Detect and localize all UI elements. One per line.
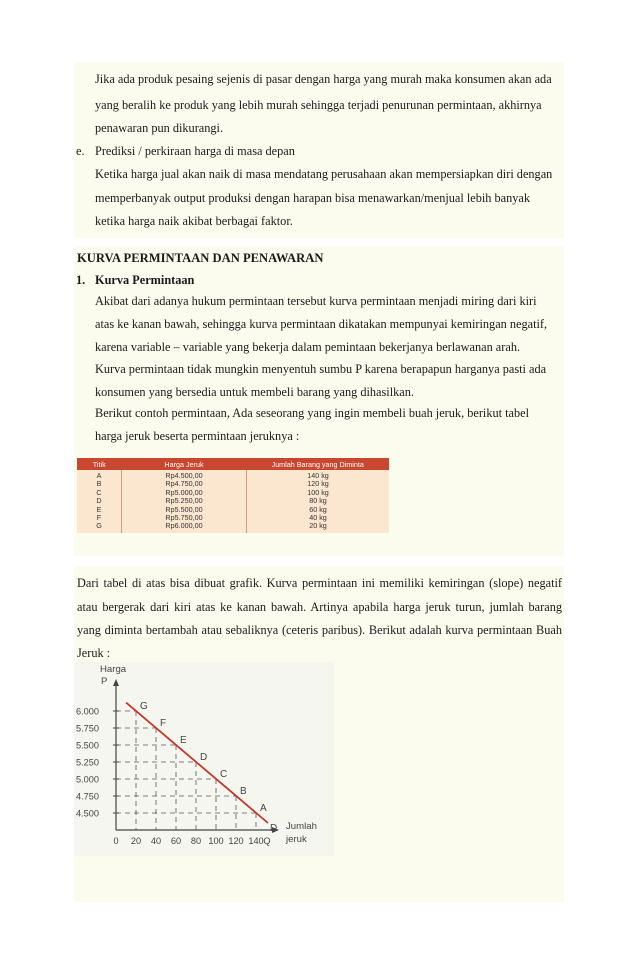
table-cell: Rp4.500,00	[122, 470, 247, 480]
y-tick-label: 5.000	[76, 774, 99, 785]
paragraph-line: penawaran pun dikurangi.	[95, 121, 224, 135]
table-header: Titik	[77, 458, 122, 470]
point-label: C	[220, 769, 228, 780]
paragraph-line: Jeruk :	[77, 646, 111, 660]
y-tick-label: 4.750	[76, 791, 99, 802]
table-cell: 40 kg	[247, 514, 390, 522]
x-tick-label: 0	[113, 836, 119, 846]
x-tick-label: 40	[150, 836, 162, 846]
table-row	[77, 522, 389, 532]
table-cell: Rp5.250,00	[122, 497, 247, 505]
table-cell: E	[77, 506, 122, 514]
list-item-title: Prediksi / perkiraan harga di masa depan	[95, 144, 295, 158]
paragraph-line: konsumen yang bersedia untuk membeli barang yang dihasilkan.	[95, 385, 414, 399]
x-axis-letter: Q	[263, 836, 271, 846]
table-cell: G	[77, 522, 122, 532]
list-marker: 1.	[76, 273, 86, 287]
y-axis-letter: P	[101, 676, 108, 687]
y-tick-label: 5.750	[76, 723, 99, 734]
table-row	[77, 480, 389, 488]
curve-end-label: D	[270, 823, 278, 834]
x-tick-label: 100	[208, 836, 224, 846]
x-tick-label: 20	[130, 836, 142, 846]
x-tick-label: 60	[170, 836, 182, 846]
table-row	[77, 489, 389, 497]
x-tick-label: 140	[248, 836, 264, 846]
table-cell: B	[77, 480, 122, 488]
table-cell: Rp4.750,00	[122, 480, 247, 488]
y-tick-label: 5.500	[76, 740, 99, 751]
subsection-title: Kurva Permintaan	[95, 273, 195, 287]
paragraph-line: Dari tabel di atas bisa dibuat grafik. Kurva permintaan ini memiliki kemiringan (slope) negatif	[77, 576, 562, 590]
paragraph-line: Jika ada produk pesaing sejenis di pasar dengan harga yang murah maka konsumen akan ada	[95, 72, 552, 86]
point-label: E	[180, 735, 187, 746]
paragraph-line: harga jeruk beserta permintaan jeruknya :	[95, 429, 300, 443]
table-row	[77, 506, 389, 514]
table-row	[77, 514, 389, 522]
list-marker: e.	[76, 144, 85, 158]
table-cell: A	[77, 470, 122, 480]
section-heading: KURVA PERMINTAAN DAN PENAWARAN	[77, 251, 324, 265]
paragraph-line: karena variable – variable yang bekerja dalam pemintaan bekerjanya berlawanan arah.	[95, 340, 521, 354]
x-axis-title: Jumlah	[286, 821, 317, 832]
demand-curve-chart	[74, 662, 334, 856]
paragraph-line: yang diminta bertambah atau sebaliknya (ceteris paribus). Berikut adalah kurva permintaan Buah	[77, 623, 562, 637]
table-cell: 20 kg	[247, 522, 390, 532]
point-label: G	[140, 701, 148, 712]
point-label: D	[200, 752, 208, 763]
point-label: B	[240, 786, 247, 797]
point-label: F	[160, 718, 167, 729]
paragraph-line: yang beralih ke produk yang lebih murah sehingga terjadi penurunan permintaan, akhirnya	[95, 98, 542, 112]
table-cell: 80 kg	[247, 497, 390, 505]
table-cell: F	[77, 514, 122, 522]
table-cell: 100 kg	[247, 489, 390, 497]
table-row	[77, 470, 389, 480]
table-header: Jumlah Barang yang Diminta	[247, 458, 390, 470]
y-tick-label: 5.250	[76, 757, 99, 768]
table-cell: Rp5.000,00	[122, 489, 247, 497]
y-axis-title: Harga	[100, 664, 127, 675]
paragraph-line: Ketika harga jual akan naik di masa mendatang perusahaan akan mempersiapkan diri dengan	[95, 167, 553, 181]
table-cell: 60 kg	[247, 506, 390, 514]
table-cell: 140 kg	[247, 470, 390, 480]
paragraph-line: ketika harga naik akibat berbagai faktor.	[95, 214, 293, 228]
x-axis-title-2: jeruk	[286, 834, 307, 845]
table-row	[77, 497, 389, 505]
table-cell: Rp5.500,00	[122, 506, 247, 514]
x-tick-label: 80	[190, 836, 202, 846]
table-header: Harga Jeruk	[122, 458, 247, 470]
table-cell: C	[77, 489, 122, 497]
point-label: A	[260, 803, 267, 814]
table-cell: Rp6.000,00	[122, 522, 247, 532]
y-tick-label: 6.000	[76, 706, 99, 717]
price-table	[77, 458, 389, 533]
y-tick-label: 4.500	[76, 808, 99, 819]
table-cell: Rp5.750,00	[122, 514, 247, 522]
paragraph-line: atas ke kanan bawah, sehingga kurva permintaan dikatakan mempunyai kemiringan negatif,	[95, 317, 548, 331]
table-cell: D	[77, 497, 122, 505]
paragraph-line: Akibat dari adanya hukum permintaan tersebut kurva permintaan menjadi miring dari kiri	[95, 294, 537, 308]
paragraph-line: Berikut contoh permintaan, Ada seseorang yang ingin membeli buah jeruk, berikut tabel	[95, 406, 530, 420]
x-tick-label: 120	[228, 836, 244, 846]
table-cell: 120 kg	[247, 480, 390, 488]
paragraph-line: memperbanyak output produksi dengan harapan bisa menawarkan/menjual lebih banyak	[95, 191, 531, 205]
paragraph-line: Kurva permintaan tidak mungkin menyentuh sumbu P karena berapapun harganya pasti ada	[95, 362, 547, 376]
paragraph-line: atau bergerak dari kiri atas ke kanan bawah. Artinya apabila harga jeruk turun, jumlah barang	[77, 600, 562, 614]
